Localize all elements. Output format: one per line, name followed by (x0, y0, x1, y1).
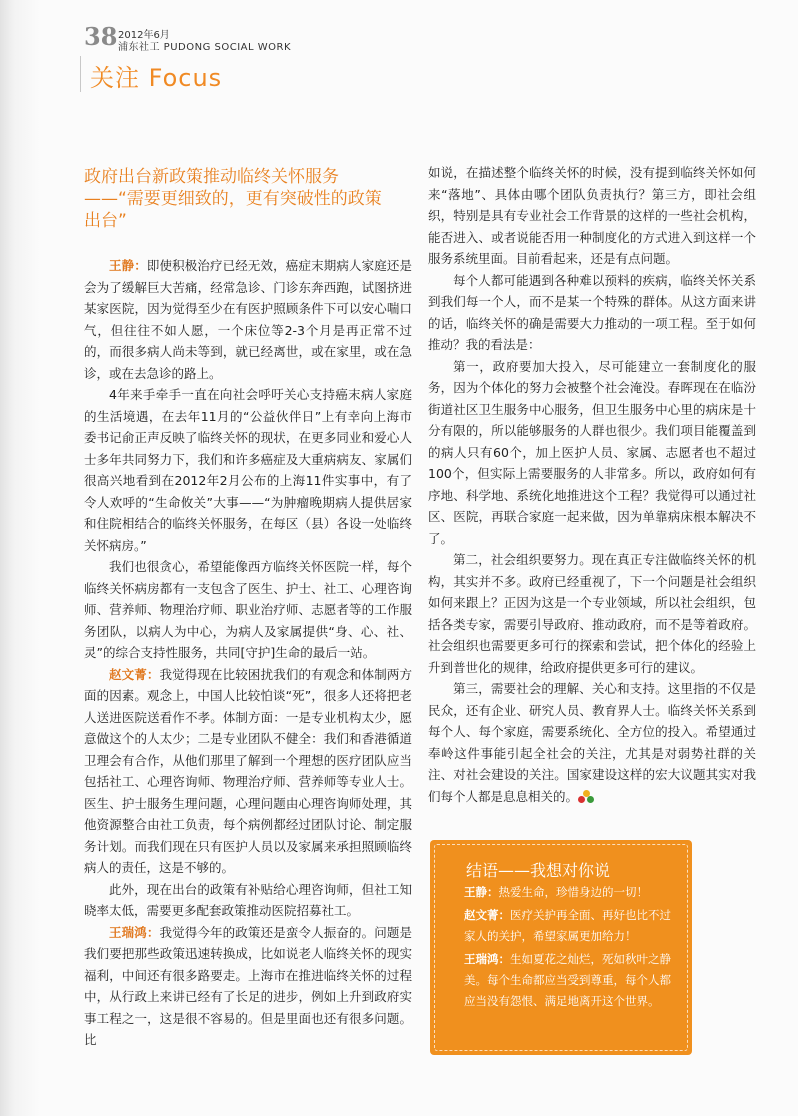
article-title-line: 出台” (84, 211, 127, 231)
paragraph (428, 549, 756, 678)
paragraph (428, 162, 756, 270)
conclusion-text: 热爱生命，珍惜身边的一切！ (498, 885, 648, 899)
speaker-name: 王瑞鸿： (109, 924, 160, 940)
paragraph-text: 此外，现在出台的政策有补贴给心理咨询师，但社工知晓率太低，需要更多配套政策推动医院招募社工。 (84, 881, 412, 918)
speaker-name: 王静： (109, 258, 147, 273)
paragraph-text: 如说，在描述整个临终关怀的时候，没有提到临终关怀如何来“落地”、具体由哪个团队负责执行？第三方，即社会组织，特别是具有专业社会工作背景的这样的一些社会机构，能否进入、或者说能否用一种制度化的方式进入到这样一个服务系统里面。目前看起来，还是有点问题。 (428, 165, 756, 266)
paragraph-text: 4年来手牵手一直在向社会呼吁关心支持癌末病人家庭的生活境遇，在去年11月的“公益伙伴日”上有幸向上海市委书记俞正声反映了临终关怀的现状，在更多同业和爱心人士多年共同努力下，我们和许多癌症及大重病病友、家属们很高兴地看到在2012年2月公布的上海11件实事中，有了令人欢呼的“生命攸关”大事——“为肿瘤晚期病人提供居家和住院相结合的临终关怀服务，在每区（县）各设一处临终关怀病房。” (84, 387, 412, 553)
paragraph-text: 第一，政府要加大投入，尽可能建立一套制度化的服务，因为个体化的努力会被整个社会淹没。春晖现在在临汾街道社区卫生服务中心服务，但卫生服务中心里的病床是十分有限的，所以能够服务的人群也很少。我们项目能覆盖到的病人只有60个，加上医护人员、家属、志愿者也不超过100个，但实际上需要服务的人非常多。所以，政府如何有序地、科学地、系统化地推进这个工程？我觉得可以通过社区、医院，再联合家庭一起来做，因为单靠病床根本解决不了。 (428, 358, 756, 546)
paragraph-text: 第二，社会组织要努力。现在真正专注做临终关怀的机构，其实并不多。政府已经重视了，下一个问题是社会组织如何来跟上？正因为这是一个专业领域，所以社会组织，包括各类专家，需要引导政府、推动政府，而不是等着政府。社会组织也需要更多可行的探索和尝试，把个体化的经验上升到普世化的规律，给政府提供更多可行的建议。 (428, 552, 756, 675)
conclusion-title: 结语——我想对你说 (466, 861, 611, 880)
paragraph-text: 每个人都可能遇到各种难以预料的疾病，临终关怀关系到我们每一个人，而不是某一个特殊的群体。从这方面来讲的话，临终关怀的确是需要大力推动的一项工程。至于如何推动？我的看法是： (428, 272, 756, 352)
conclusion-text: 医疗关护再全面、再好也比不过家人的关护，希望家属更加给力！ (464, 908, 671, 943)
paragraph (84, 556, 412, 664)
conclusion-box (430, 840, 692, 1055)
speaker-name: 王瑞鸿： (464, 952, 510, 966)
speaker-name: 王静： (464, 885, 499, 899)
paragraph (84, 879, 412, 922)
paragraph (428, 356, 756, 550)
paragraph-text: 我觉得现在比较困扰我们的有观念和体制两方面的因素。观念上，中国人比较怕谈“死”，很多人还将把老人送进医院送看作不孝。体制方面：一是专业机构太少，愿意做这个的人太少；二是专业团队不健全：我们和香港循道卫理会有合作，从他们那里了解到一个理想的医疗团队应当包括社工、心理咨询师、物理治疗师、营养师等专业人士。医生、护士服务生理问题，心理问题由心理咨询师处理，其他资源整合由社工负责，每个病例都经过团队讨论、制定服务计划。而我们现在只有医护人员以及家属来承担照顾临终病人的责任，这是不够的。 (84, 666, 412, 875)
article-title-line: 政府出台新政策推动临终关怀服务 (84, 167, 339, 187)
conclusion-entry (464, 882, 682, 903)
paragraph (428, 678, 756, 807)
paragraph (84, 384, 412, 556)
conclusion-entry (464, 949, 682, 1012)
conclusion-entry (464, 905, 682, 947)
article-title-line: ——“需要更细致的，更有突破性的政策 (84, 189, 382, 209)
speaker-name: 赵文菁： (464, 908, 510, 922)
article-column-left (84, 255, 412, 1051)
conclusion-body (464, 882, 682, 1014)
section-title: 关注 Focus (90, 64, 223, 92)
conclusion-text: 生如夏花之灿烂，死如秋叶之静美。每个生命都应当受到尊重，每个人都应当没有怨恨、满足地离开这个世界。 (464, 952, 671, 1008)
article-title (84, 166, 414, 232)
issue-date: 2012年6月 (118, 30, 170, 41)
paragraph (428, 270, 756, 356)
paragraph-text: 我觉得今年的政策还是蛮令人振奋的。问题是我们要把那些政策迅速转换成，比如说老人临终关怀的现实福利，中间还有很多路要走。上海市在推进临终关怀的过程中，从行政上来讲已经有了长足的进步，例如上升到政府实事工程之一，这是很不容易的。但是里面也还有很多问题。比 (84, 924, 412, 1047)
article-column-right (428, 162, 756, 807)
paragraph (84, 922, 412, 1051)
paragraph-text: 即使积极治疗已经无效，癌症末期病人家庭还是会为了缓解巨大苦痛，经常急诊、门诊东奔西跑，试图挤进某家医院，因为觉得至少在有医护照顾条件下可以安心喘口气，但往往不如人愿，一个床位等2-3个月是再正常不过的，而很多病人尚未等到，就已经离世，或在家里，或在急诊，或在去急诊的路上。 (84, 258, 412, 381)
flower-end-mark-icon (578, 790, 596, 804)
page-number: 38 (84, 22, 118, 51)
paragraph-text: 我们也很贪心，希望能像西方临终关怀医院一样，每个临终关怀病房都有一支包含了医生、护士、社工、心理咨询师、营养师、物理治疗师、职业治疗师、志愿者等的工作服务团队，以病人为中心，为病人及家属提供“身、心、社、灵”的综合支持性服务，共同[守护]生命的最后一站。 (84, 559, 412, 660)
speaker-name: 赵文菁： (109, 666, 160, 682)
magazine-name: 浦东社工 PUDONG SOCIAL WORK (118, 42, 292, 53)
paragraph (84, 255, 412, 384)
paragraph-text: 第三，需要社会的理解、关心和支持。这里指的不仅是民众，还有企业、研究人员、教育界人士。临终关怀关系到每个人、每个家庭，需要系统化、全方位的投入。希望通过奉岭这件事能引起全社会的关注，尤其是对弱势社群的关注、对社会建设的关注。国家建设这样的宏大议题其实对我们每个人都是息息相关的。 (428, 681, 756, 804)
paragraph (84, 664, 412, 879)
